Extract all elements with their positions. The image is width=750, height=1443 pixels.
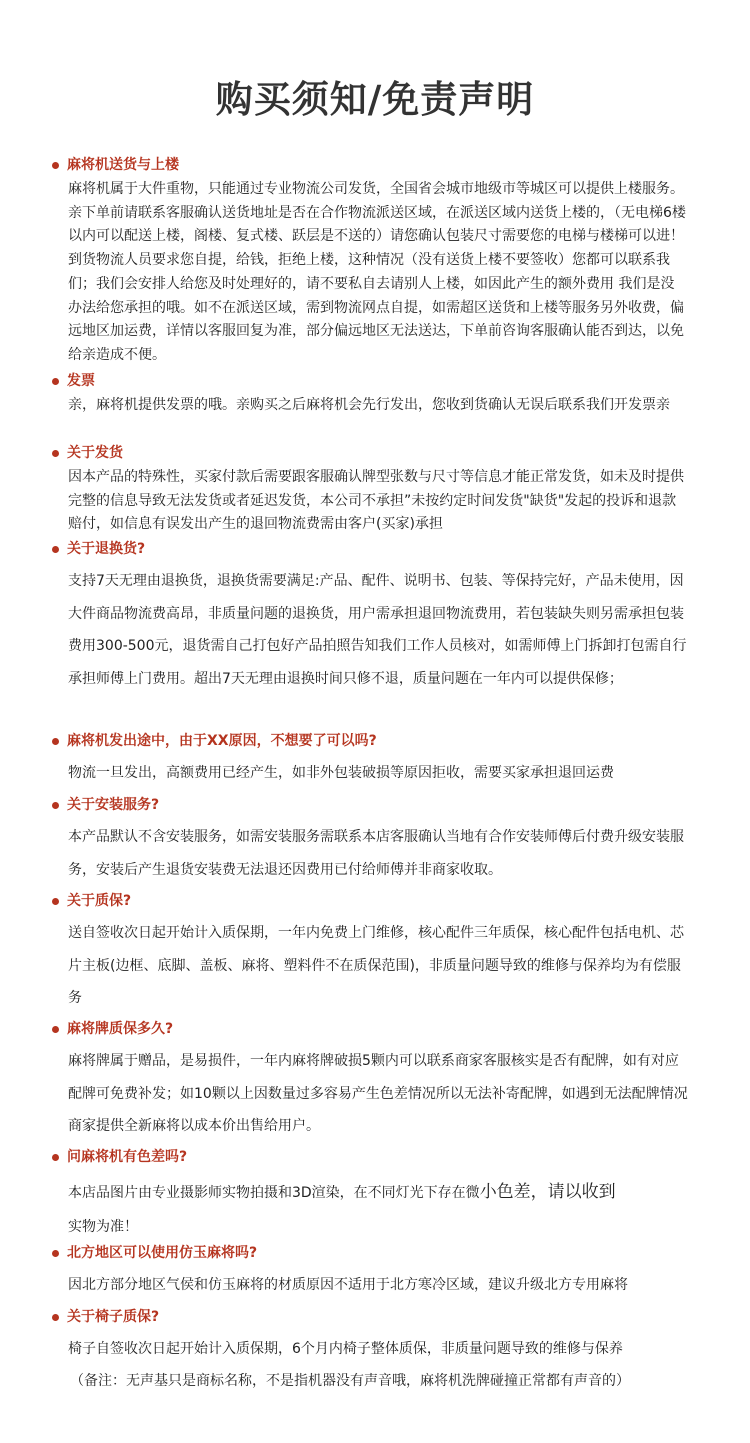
section-body: 因本产品的特殊性，买家付款后需要跟客服确认牌型张数与尺寸等信息才能正常发货，如未及时提供完整的信息导致无法发货或者延迟发货，本公司不承担”未按约定时间发货"缺货"发起的投诉和退款赔付，如信息有误发出产生的退回物流费需由客户(买家)承担	[68, 469, 684, 533]
page-title: 购买须知/免责声明	[215, 78, 535, 121]
section-heading-text: 麻将牌质保多久?	[67, 1021, 174, 1037]
section-heading-text: 北方地区可以使用仿玉麻将吗?	[67, 1245, 258, 1261]
section-body: 麻将牌属于赠品，是易损件，一年内麻将牌破损5颗内可以联系商家客服核实是否有配牌，如有对应配牌可免费补发；如10颗以上因数量过多容易产生色差情况所以无法补寄配牌，如遇到无法配牌情况商家提供全新麻将以成本价出售给用户。	[68, 1053, 688, 1134]
bullet-icon	[52, 1314, 59, 1321]
section-heading	[52, 1017, 173, 1041]
bullet-icon	[52, 1154, 59, 1161]
section-body	[68, 1175, 688, 1244]
section-heading-text: 关于发货	[67, 445, 123, 461]
bullet-icon	[52, 1026, 59, 1033]
bullet-icon	[52, 1250, 59, 1257]
section-heading	[52, 729, 377, 753]
section-heading	[52, 1145, 187, 1169]
bullet-icon	[52, 802, 59, 809]
section-body: 亲，麻将机提供发票的哦。亲购买之后麻将机会先行发出，您收到货确认无误后联系我们开发票亲	[68, 397, 670, 413]
section-heading-text: 麻将机送货与上楼	[67, 157, 179, 173]
section-heading	[52, 153, 179, 177]
bullet-icon	[52, 898, 59, 905]
section-heading	[52, 1241, 257, 1265]
section-body-part: 实物为准！	[68, 1219, 138, 1235]
section-heading-text: 麻将机发出途中，由于XX原因，不想要了可以吗?	[67, 733, 377, 749]
section-heading-text: 关于退换货?	[67, 541, 146, 557]
section-heading	[52, 441, 123, 465]
section-body-emphasis: 小色差，请以收到	[479, 1182, 616, 1202]
section-body-part: 本店品图片由专业摄影师实物拍摄和3D渲染，在不同灯光下存在微	[68, 1185, 480, 1201]
bullet-icon	[52, 378, 59, 385]
section-heading-text: 关于安装服务?	[67, 797, 160, 813]
section-heading	[52, 889, 131, 913]
section-note: （备注：无声基只是商标名称，不是指机器没有声音哦，麻将机洗牌碰撞正常都有声音的）	[70, 1373, 630, 1389]
bullet-icon	[52, 450, 59, 457]
section-body: 物流一旦发出，高额费用已经产生，如非外包装破损等原因拒收，需要买家承担退回运费	[68, 765, 614, 781]
bullet-icon	[52, 546, 59, 553]
section-body: 支持7天无理由退换货，退换货需要满足:产品、配件、说明书、包装、等保持完好，产品未使用，因大件商品物流费高昂，非质量问题的退换货，用户需承担退回物流费用，若包装缺失则另需承担包装费用300-500元，退货需自己打包好产品拍照告知我们工作人员核对，如需师傅上门拆卸打包需自行承担师傅上门费用。超出7天无理由退换时间只修不退，质量问题在一年内可以提供保修；	[68, 573, 687, 687]
bullet-icon	[52, 738, 59, 745]
section-heading	[52, 369, 95, 393]
section-heading	[52, 537, 145, 561]
section-heading	[52, 793, 159, 817]
section-heading-text: 关于质保?	[67, 893, 132, 909]
section-body: 因北方部分地区气侯和仿玉麻将的材质原因不适用于北方寒冷区域，建议升级北方专用麻将	[68, 1277, 628, 1293]
section-heading-text: 关于椅子质保?	[67, 1309, 160, 1325]
section-body: 椅子自签收次日起开始计入质保期，6个月内椅子整体质保，非质量问题导致的维修与保养	[68, 1341, 623, 1357]
section-heading	[52, 1305, 159, 1329]
section-body: 送自签收次日起开始计入质保期，一年内免费上门维修，核心配件三年质保，核心配件包括电机、芯片主板(边框、底脚、盖板、麻将、塑料件不在质保范围)，非质量问题导致的维修与保养均为有偿服务	[68, 925, 684, 1006]
section-body: 麻将机属于大件重物，只能通过专业物流公司发货，全国省会城市地级市等城区可以提供上楼服务。亲下单前请联系客服确认送货地址是否在合作物流派送区域，在派送区域内送货上楼的，（无电梯6楼以内可以配送上楼，阁楼、复式楼、跃层是不送的）请您确认包装尺寸需要您的电梯与楼梯可以进！到货物流人员要求您自提，给钱，拒绝上楼，这种情况（没有送货上楼不要签收）您都可以联系我们；我们会安排人给您及时处理好的，请不要私自去请别人上楼，如因此产生的额外费用 我们是没办法给您承担的哦。如不在派送区域，需到物流网点自提，如需超区送货和上楼等服务另外收费，偏远地区加运费，详情以客服回复为准，部分偏远地区无法送达，下单前咨询客服确认能否到达，以免给亲造成不便。	[68, 181, 686, 363]
section-body: 本产品默认不含安装服务，如需安装服务需联系本店客服确认当地有合作安装师傅后付费升级安装服务，安装后产生退货安装费无法退还因费用已付给师傅并非商家收取。	[68, 829, 684, 878]
section-heading-text: 问麻将机有色差吗?	[67, 1149, 188, 1165]
bullet-icon	[52, 162, 59, 169]
section-heading-text: 发票	[67, 373, 95, 389]
